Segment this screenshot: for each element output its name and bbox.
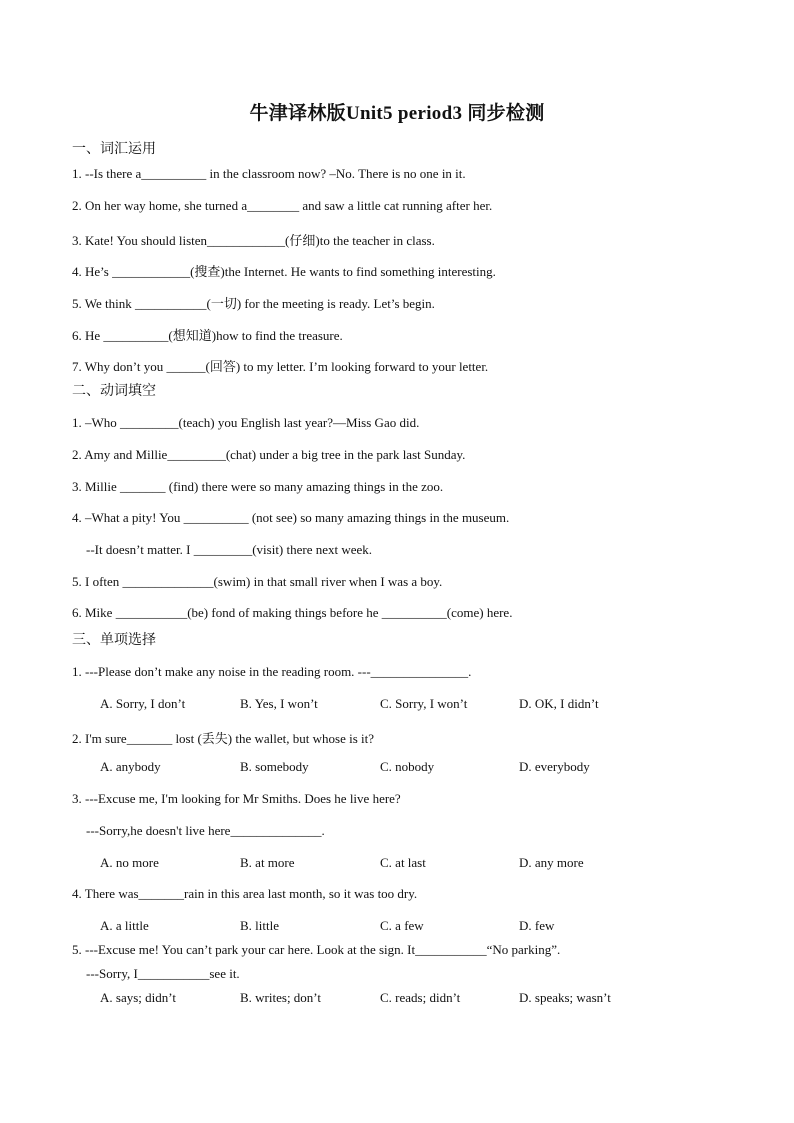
option-c: C. reads; didn’t xyxy=(380,990,461,1005)
question-stem: 1. ---Please don’t make any noise in the reading room. ---_______________. xyxy=(72,664,472,679)
question-line: --It doesn’t matter. I _________(visit) there next week. xyxy=(86,542,373,557)
option-d: D. everybody xyxy=(519,759,590,774)
question-line: 5. I often ______________(swim) in that small river when I was a boy. xyxy=(72,574,443,589)
question-line: 5. We think ___________(一切) for the meeting is ready. Let’s begin. xyxy=(72,296,435,311)
section-heading-verbs: 二、动词填空 xyxy=(72,383,156,399)
question-line: 7. Why don’t you ______(回答) to my letter. I’m looking forward to your letter. xyxy=(72,359,489,374)
option-c: C. Sorry, I won’t xyxy=(380,696,468,711)
section-heading-vocabulary: 一、词汇运用 xyxy=(72,141,156,157)
option-d: D. speaks; wasn’t xyxy=(519,990,611,1005)
question-line: 3. Kate! You should listen____________(仔细)to the teacher in class. xyxy=(72,233,435,248)
page-title: 牛津译林版Unit5 period3 同步检测 xyxy=(249,103,545,124)
option-a: A. Sorry, I don’t xyxy=(100,696,186,711)
option-a: A. no more xyxy=(100,855,159,870)
option-d: D. few xyxy=(519,918,555,933)
option-a: A. anybody xyxy=(100,759,161,774)
question-line: 1. –Who _________(teach) you English last year?—Miss Gao did. xyxy=(72,415,420,430)
question-line: 4. –What a pity! You __________ (not see) so many amazing things in the museum. xyxy=(72,510,510,525)
option-c: C. at last xyxy=(380,855,426,870)
question-stem-continued: ---Sorry, I___________see it. xyxy=(86,966,240,981)
option-a: A. says; didn’t xyxy=(100,990,176,1005)
option-b: B. somebody xyxy=(240,759,309,774)
question-line: 3. Millie _______ (find) there were so many amazing things in the zoo. xyxy=(72,479,444,494)
option-d: D. any more xyxy=(519,855,584,870)
option-b: B. writes; don’t xyxy=(240,990,322,1005)
question-stem: 3. ---Excuse me, I'm looking for Mr Smiths. Does he live here? xyxy=(72,791,401,806)
question-stem: 5. ---Excuse me! You can’t park your car here. Look at the sign. It___________“No parking”. xyxy=(72,942,561,957)
option-b: B. at more xyxy=(240,855,295,870)
section-heading-multiple-choice: 三、单项选择 xyxy=(72,632,156,648)
option-c: C. nobody xyxy=(380,759,435,774)
option-c: C. a few xyxy=(380,918,424,933)
option-d: D. OK, I didn’t xyxy=(519,696,599,711)
option-b: B. Yes, I won’t xyxy=(240,696,318,711)
option-a: A. a little xyxy=(100,918,149,933)
question-stem: 4. There was_______rain in this area last month, so it was too dry. xyxy=(72,886,418,901)
question-line: 1. --Is there a__________ in the classroom now? –No. There is no one in it. xyxy=(72,166,466,181)
question-line: 4. He’s ____________(搜查)the Internet. He wants to find something interesting. xyxy=(72,264,496,279)
question-stem: 2. I'm sure_______ lost (丢失) the wallet, but whose is it? xyxy=(72,731,375,746)
option-b: B. little xyxy=(240,918,279,933)
question-line: 2. Amy and Millie_________(chat) under a big tree in the park last Sunday. xyxy=(72,447,466,462)
question-line: 6. Mike ___________(be) fond of making things before he __________(come) here. xyxy=(72,605,513,620)
question-line: 2. On her way home, she turned a________ and saw a little cat running after her. xyxy=(72,198,493,213)
question-stem-continued: ---Sorry,he doesn't live here______________. xyxy=(86,823,325,838)
question-line: 6. He __________(想知道)how to find the treasure. xyxy=(72,328,343,343)
